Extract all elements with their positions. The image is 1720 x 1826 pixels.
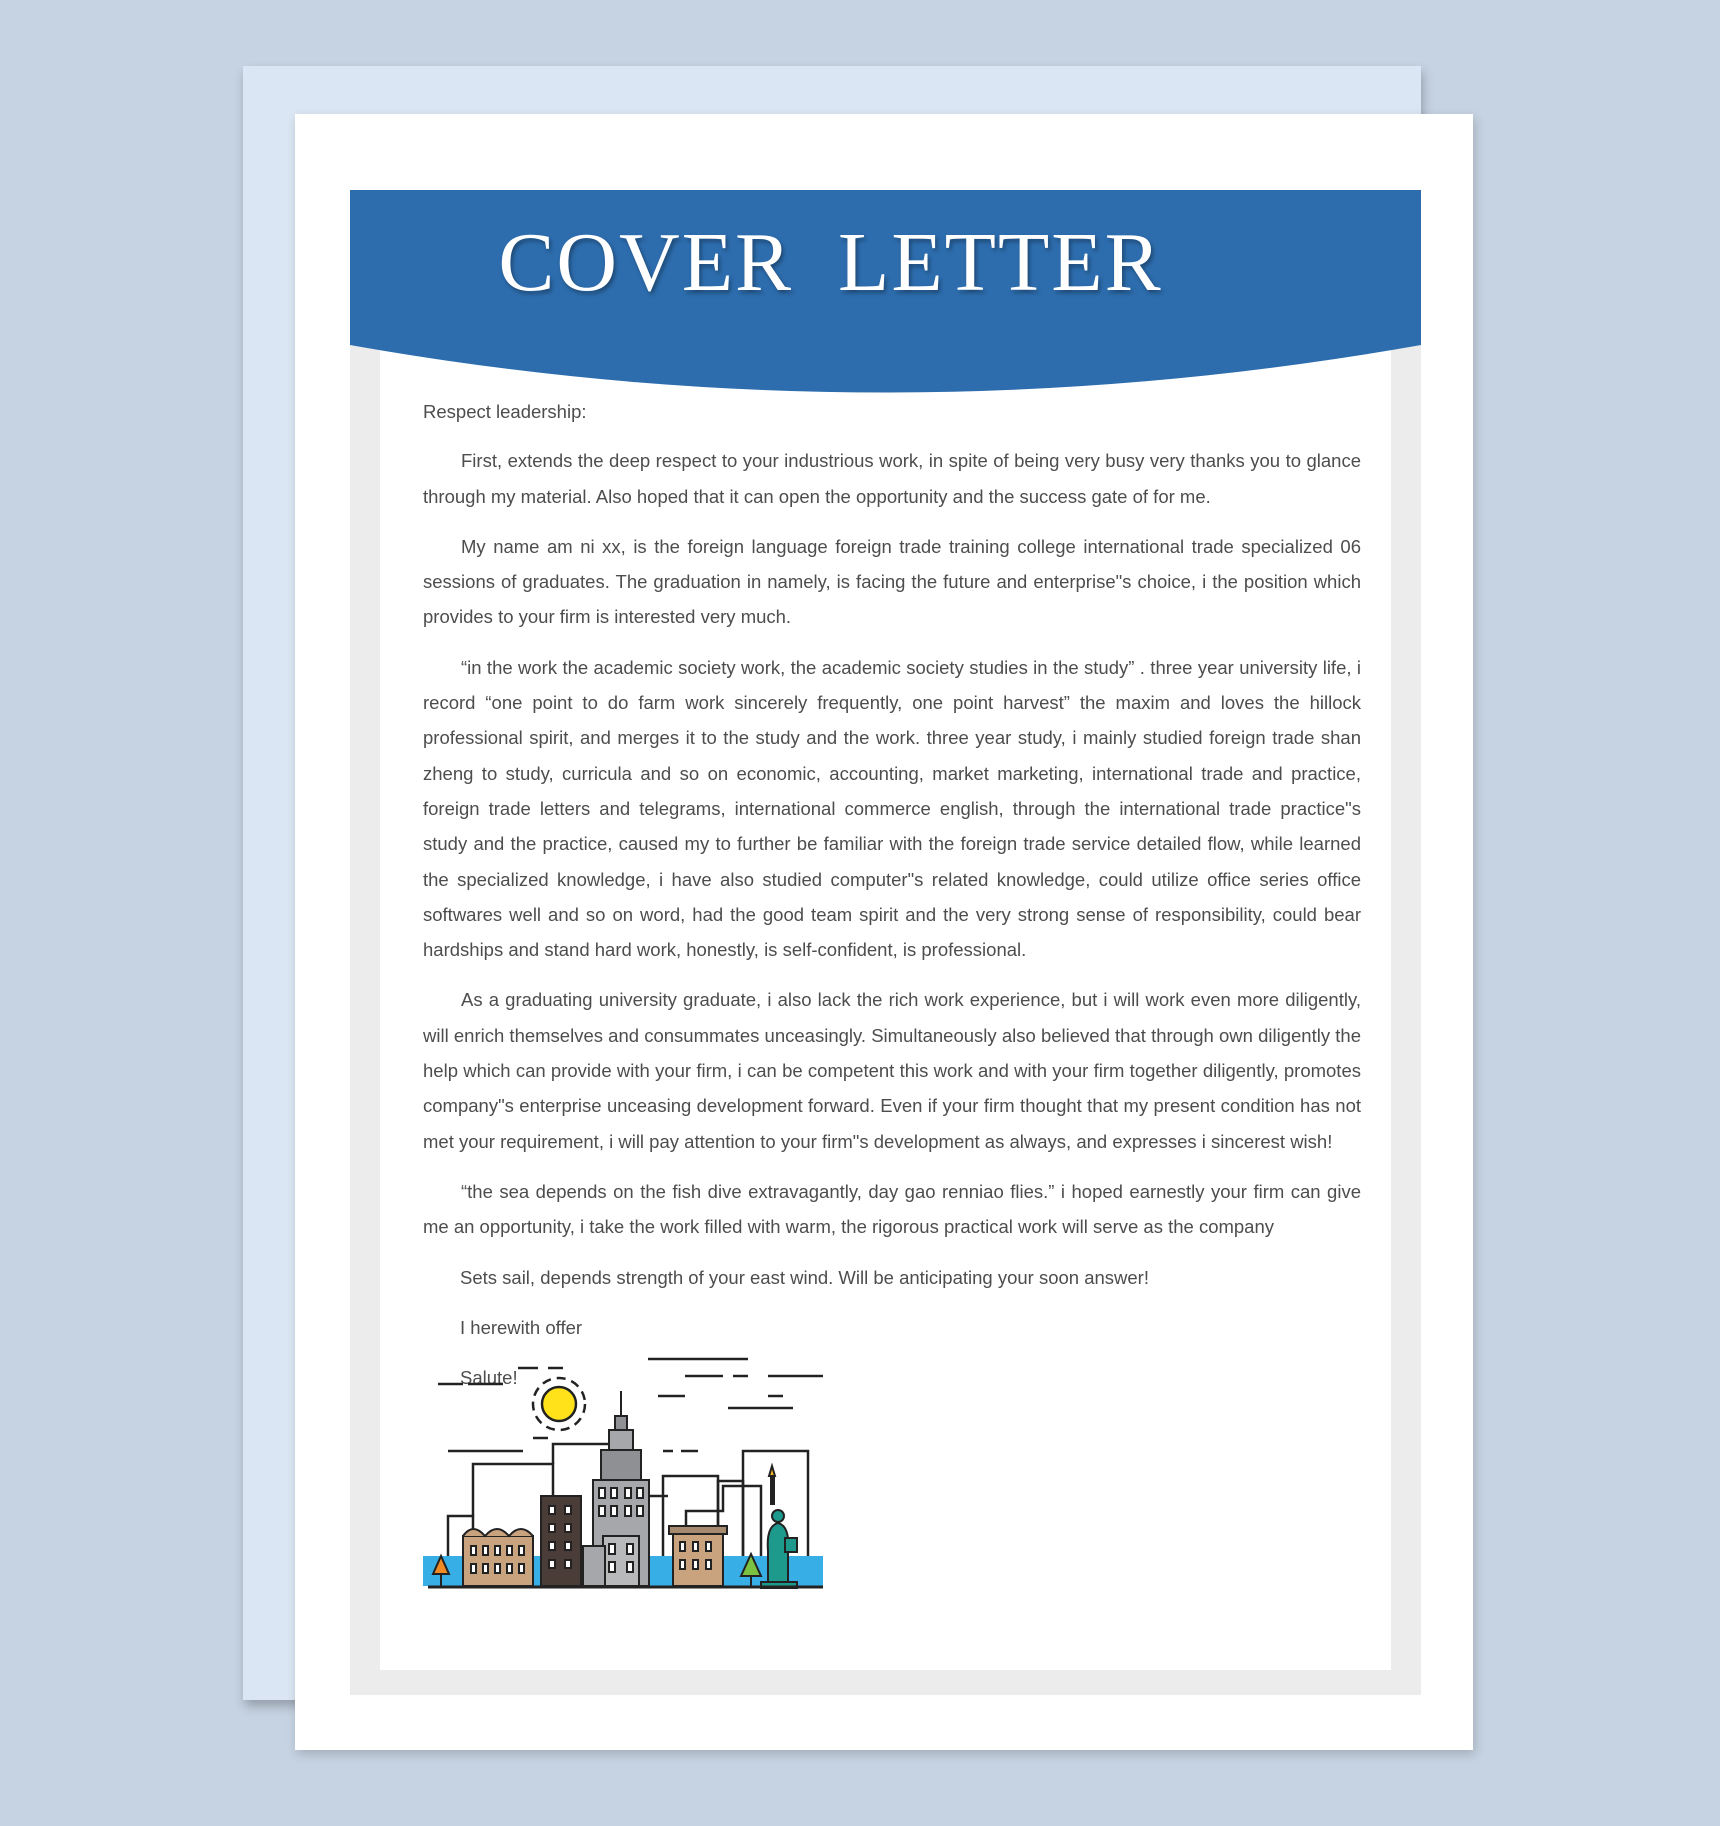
paragraph-1: First, extends the deep respect to your industrious work, in spite of being very busy very thanks you to glance through my material. Also hoped that it can open the opportunity and the success gate of for me. — [423, 450, 1361, 507]
letter-body — [423, 394, 1361, 1410]
paragraph-5: “the sea depends on the fish dive extravagantly, day gao renniao flies.” i hoped earnestly your firm can give me an opportunity, i take the work filled with warm, the rigorous practical work will serve as the company — [423, 1180, 1361, 1238]
document-page — [295, 114, 1473, 1750]
city-illustration — [423, 1346, 823, 1606]
offer-line: I herewith offer — [460, 1316, 583, 1338]
closing-line: Sets sail, depends strength of your east wind. Will be anticipating your soon answer! — [460, 1266, 1149, 1288]
salutation: Respect leadership: — [423, 401, 587, 422]
paragraph-2: My name am ni xx, is the foreign language foreign trade training college international trade specialized 06 sessions of graduates. The graduation in namely, is facing the future and enterprise"s choice, i the position which provides to your firm is interested very much. — [423, 535, 1361, 628]
sun-icon — [533, 1378, 585, 1430]
paragraph-3: “in the work the academic society work, the academic society studies in the study” . three year university life, i record “one point to do farm work sincerely frequently, one point harvest” the maxim and loves the hillock professional spirit, and merges it to the study and the work. three year study, i mainly studied foreign trade shan zheng to study, curricula and so on economic, accounting, market marketing, international trade and practice, foreign trade letters and telegrams, international commerce english, through the international trade practice"s study and the practice, caused my to further be familiar with the foreign trade service detailed flow, while learned the specialized knowledge, i have also studied computer"s related knowledge, could utilize office series office softwares well and so on word, had the good team spirit and the very strong sense of responsibility, could bear hardships and stand hard work, honestly, is self-confident, is professional. — [423, 656, 1361, 961]
paragraph-4: As a graduating university graduate, i also lack the rich work experience, but i will work even more diligently, will enrich themselves and consummates unceasingly. Simultaneously also believed that through own diligently the help which can provide with your firm, i can be competent this work and with your firm together diligently, promotes company"s enterprise unceasing development forward. Even if your firm thought that my present condition has not met your requirement, i will pay attention to your firm"s development as always, and expresses i sincerest wish! — [423, 989, 1361, 1152]
page-title: COVER LETTER — [498, 216, 1163, 309]
sign-off: Salute! — [460, 1367, 518, 1389]
